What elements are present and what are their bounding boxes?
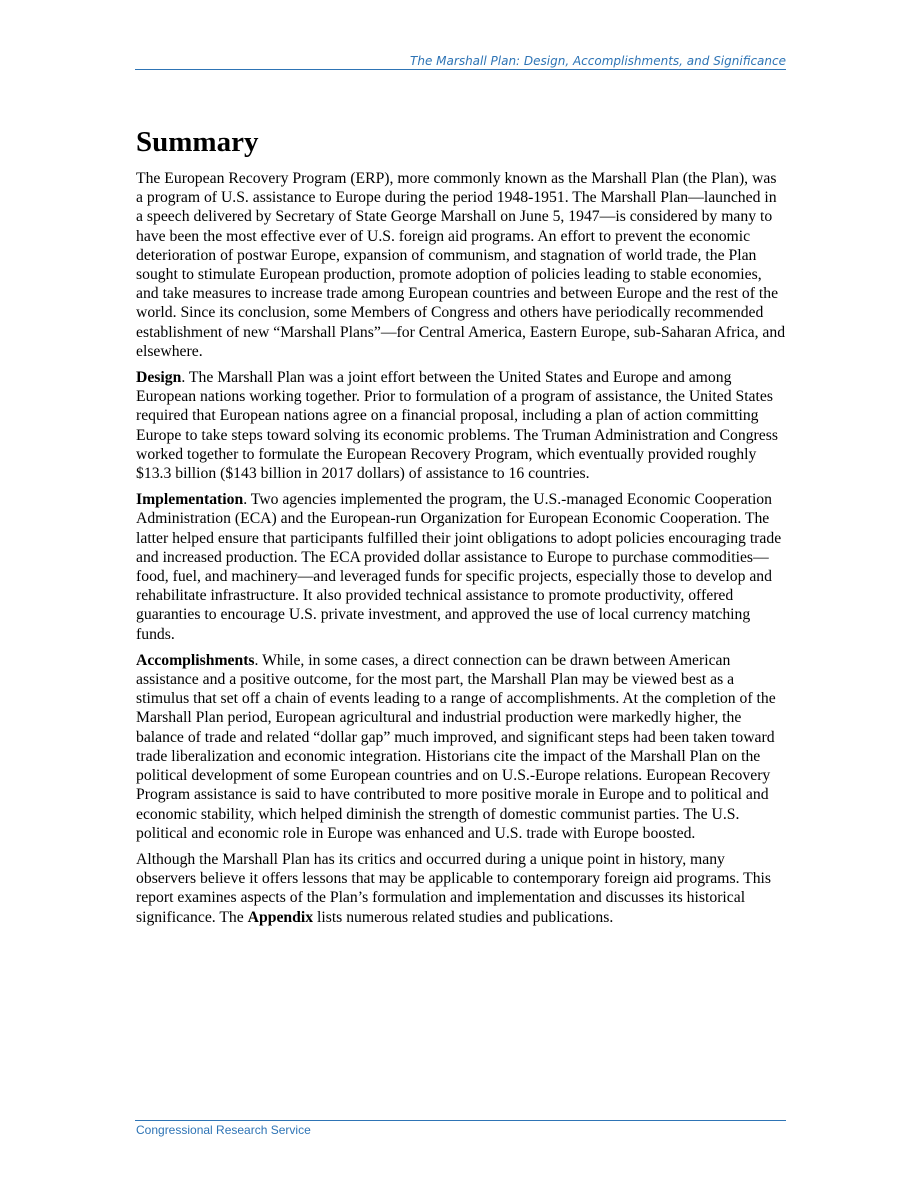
accomplishments-text: . While, in some cases, a direct connection can be drawn between American assistance and a positive outcome, for the most part, the Marshall Plan may be viewed best as a stimulus that set off a chain of events leading to a range of accomplishments. At the completion of the Marshall Plan period, European agricultural and industrial production were markedly higher, the balance of trade and related “dollar gap” much improved, and significant steps had been taken toward trade liberalization and economic integration. Historians cite the impact of the Marshall Plan on the political development of some European countries and on U.S.-Europe relations. European Recovery Program assistance is said to have contributed to more positive morale in Europe and to political and economic stability, which helped diminish the strength of domestic communist parties. The U.S. political and economic role in Europe was enhanced and U.S. trade with Europe boosted. — [136, 651, 776, 842]
footer-organization: Congressional Research Service — [136, 1123, 311, 1137]
implementation-label: Implementation — [136, 491, 244, 509]
implementation-text: . Two agencies implemented the program, the U.S.-managed Economic Cooperation Administration (ECA) and the European-run Organization for European Economic Cooperation. The latter helped ensure that participants fulfilled their joint obligations to adopt policies encouraging trade and increased production. The ECA provided dollar assistance to Europe to purchase commodities—food, fuel, and machinery—and leveraged funds for specific projects, especially those to develop and rehabilitate infrastructure. It also provided technical assistance to promote productivity, offered guaranties to encourage U.S. private investment, and approved the use of local currency matching funds. — [136, 491, 782, 643]
accomplishments-paragraph — [136, 651, 786, 843]
summary-intro-paragraph — [136, 169, 786, 361]
footer-divider — [135, 1120, 786, 1121]
running-header-title: The Marshall Plan: Design, Accomplishments, and Significance — [410, 54, 786, 68]
design-label: Design — [136, 369, 182, 387]
header-divider — [135, 69, 786, 70]
closing-text-before: Although the Marshall Plan has its critics and occurred during a unique point in history, many observers believe it offers lessons that may be applicable to contemporary foreign aid programs. This report examines aspects of the Plan’s formulation and implementation and discusses its historical significance. The — [136, 850, 772, 926]
closing-text-after: lists numerous related studies and publications. — [313, 908, 614, 926]
design-paragraph — [136, 368, 786, 483]
summary-intro-text: The European Recovery Program (ERP), more commonly known as the Marshall Plan (the Plan), was a program of U.S. assistance to Europe during the period 1948-1951. The Marshall Plan—launched in a speech delivered by Secretary of State George Marshall on June 5, 1947—is considered by many to have been the most effective ever of U.S. foreign aid programs. An effort to prevent the economic deterioration of postwar Europe, expansion of communism, and stagnation of world trade, the Plan sought to stimulate European production, promote adoption of policies leading to stable economies, and take measures to increase trade among European countries and between Europe and the rest of the world. Since its conclusion, some Members of Congress and others have periodically recommended establishment of new “Marshall Plans”—for Central America, Eastern Europe, sub-Saharan Africa, and elsewhere. — [136, 170, 786, 360]
design-text: . The Marshall Plan was a joint effort between the United States and Europe and among European nations working together. Prior to formulation of a program of assistance, the United States required that European nations agree on a financial proposal, including a plan of action committing Europe to take steps toward solving its economic problems. The Truman Administration and Congress worked together to formulate the European Recovery Program, which eventually provided roughly $13.3 billion ($143 billion in 2017 dollars) of assistance to 16 countries. — [136, 369, 778, 483]
page-title: Summary — [136, 126, 259, 158]
summary-section — [136, 124, 786, 934]
closing-paragraph — [136, 850, 786, 927]
appendix-reference: Appendix — [247, 908, 314, 926]
accomplishments-label: Accomplishments — [136, 651, 255, 669]
implementation-paragraph — [136, 490, 786, 644]
